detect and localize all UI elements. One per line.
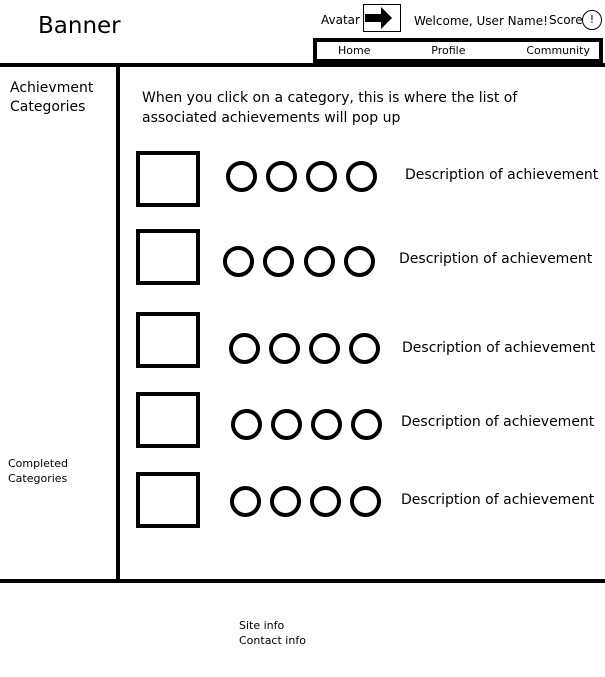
- achievement-progress-dot: [223, 246, 254, 277]
- achievement-description: Description of achievement: [402, 340, 596, 356]
- contact-info-link[interactable]: Contact info: [239, 634, 306, 647]
- achievement-thumbnail[interactable]: [136, 392, 200, 448]
- achievement-progress-dot: [229, 333, 260, 364]
- achievement-description: Description of achievement: [399, 251, 593, 267]
- site-info-link[interactable]: Site info: [239, 619, 285, 632]
- nav-community[interactable]: Community: [526, 44, 590, 57]
- achievement-progress-dot: [271, 409, 302, 440]
- nav-profile[interactable]: Profile: [431, 44, 466, 57]
- achievement-progress-dot: [309, 333, 340, 364]
- achievement-description: Description of achievement: [405, 167, 599, 183]
- achievement-progress-dot: [350, 486, 381, 517]
- achievement-progress-dot: [226, 161, 257, 192]
- intro-text: When you click on a category, this is where the list of associated achievements will pop up: [142, 90, 518, 126]
- sidebar-divider: [116, 67, 120, 579]
- achievement-progress-dot: [304, 246, 335, 277]
- avatar-label: Avatar: [321, 13, 360, 27]
- achievement-progress-dot: [351, 409, 382, 440]
- score-badge[interactable]: !: [582, 10, 602, 30]
- achievement-progress-dot: [230, 486, 261, 517]
- achievement-thumbnail[interactable]: [136, 229, 200, 285]
- footer-divider: [0, 579, 605, 583]
- nav-home[interactable]: Home: [338, 44, 371, 57]
- achievement-progress-dot: [263, 246, 294, 277]
- achievement-thumbnail[interactable]: [136, 151, 200, 207]
- achievement-progress-dot: [344, 246, 375, 277]
- welcome-message: Welcome, User Name!: [414, 14, 548, 28]
- sidebar-title: Achievment Categories: [10, 80, 94, 115]
- score-label: Score: [549, 13, 583, 27]
- header-divider: [0, 63, 605, 67]
- completed-categories[interactable]: Completed Categories: [8, 457, 68, 485]
- achievement-progress-dot: [311, 409, 342, 440]
- achievement-progress-dot: [270, 486, 301, 517]
- achievement-progress-dot: [266, 161, 297, 192]
- achievement-thumbnail[interactable]: [136, 312, 200, 368]
- footer: [239, 618, 306, 648]
- banner-title: Banner: [38, 13, 121, 39]
- achievement-progress-dot: [346, 161, 377, 192]
- avatar[interactable]: [363, 4, 401, 32]
- arrow-right-icon: [364, 5, 400, 31]
- achievement-progress-dot: [269, 333, 300, 364]
- achievement-progress-dot: [349, 333, 380, 364]
- achievement-progress-dot: [231, 409, 262, 440]
- main-nav: [313, 38, 603, 63]
- achievement-thumbnail[interactable]: [136, 472, 200, 528]
- achievement-progress-dot: [310, 486, 341, 517]
- achievement-description: Description of achievement: [401, 414, 595, 430]
- achievement-progress-dot: [306, 161, 337, 192]
- achievement-description: Description of achievement: [401, 492, 595, 508]
